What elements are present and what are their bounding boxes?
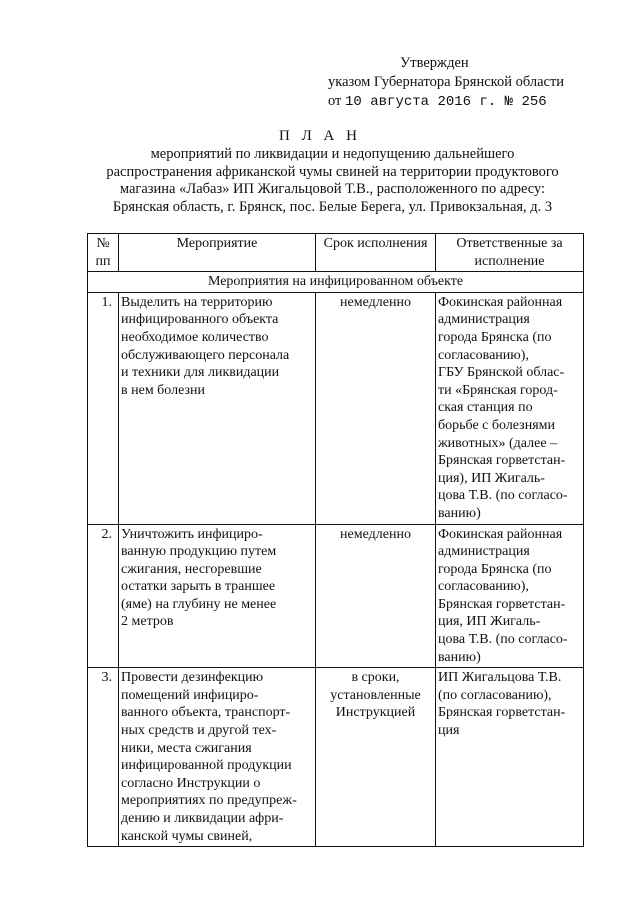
text-line: установленные — [330, 687, 421, 703]
decree-label: указом Губернатора Брянской области — [328, 74, 565, 90]
row-activity — [119, 668, 316, 847]
text-line: 2 метров — [121, 614, 174, 630]
table-row — [88, 524, 584, 668]
text-line: помещений инфициро- — [121, 687, 259, 703]
text-line: и техники для ликвидации — [121, 365, 280, 381]
text-line: в сроки, — [351, 670, 400, 686]
text-line: Фокинская районная — [438, 294, 563, 310]
plan-table — [87, 233, 584, 847]
approved-label: Утвержден — [400, 55, 469, 71]
header-num-line: № — [96, 236, 110, 251]
text-line: Брянская горветстан- — [438, 596, 566, 612]
text-line: ных средств и другой тех- — [121, 723, 277, 739]
text-line: остатки зарыть в траншее — [121, 579, 276, 595]
row-activity — [119, 524, 316, 668]
text-line: ция, ИП Жигаль- — [438, 614, 541, 630]
row-deadline — [316, 668, 436, 847]
text-line: Провести дезинфекцию — [121, 670, 264, 686]
text-line: Брянская горветстан- — [438, 705, 566, 721]
text-line: борьбе с болезнями — [438, 417, 555, 433]
header-deadline: Срок исполнения — [316, 234, 436, 272]
text-line: согласно Инструкции о — [121, 775, 261, 791]
text-line: ванную продукцию путем — [121, 544, 277, 560]
row-num: 3. — [88, 668, 119, 847]
text-line: необходимое количество — [121, 329, 269, 345]
text-line: ванию) — [438, 649, 481, 665]
table-row — [88, 292, 584, 524]
row-activity — [119, 292, 316, 524]
row-deadline — [316, 524, 436, 668]
text-line: дению и ликвидации афри- — [121, 811, 284, 826]
text-line: ники, места сжигания — [121, 740, 252, 756]
header-activity: Мероприятие — [119, 234, 316, 272]
text-line: ГБУ Брянской облас- — [438, 365, 565, 381]
text-line: ти «Брянская город- — [438, 382, 558, 398]
text-line: цова Т.В. (по согласо- — [438, 632, 568, 648]
document-title: П Л А Н — [279, 128, 361, 144]
text-line: Уничтожить инфициро- — [121, 526, 263, 542]
text-line: Инструкцией — [335, 705, 416, 721]
decree-date — [328, 92, 628, 112]
text-line: канской чумы свиней, — [121, 828, 253, 844]
document-subtitle — [60, 146, 605, 216]
section-row — [88, 272, 584, 293]
subtitle-line: распространения африканской чумы свиней на территории продуктового — [106, 163, 559, 180]
text-line: Брянская горветстан- — [438, 453, 566, 469]
row-num: 1. — [88, 292, 119, 524]
table-header-row — [88, 234, 584, 272]
text-line: ция — [438, 723, 460, 739]
text-line: Выделить на территорию — [121, 294, 273, 310]
text-line: инфицированной продукции — [121, 758, 292, 774]
subtitle-line: магазина «Лабаз» ИП Жигальцовой Т.В., расположенного по адресу: — [119, 181, 546, 197]
text-line: животных» (далее – — [438, 435, 558, 451]
approval-block — [328, 54, 628, 112]
date-prefix: от — [328, 93, 342, 109]
text-line: (яме) на глубину не менее — [121, 596, 277, 612]
text-line: инфицированного объекта — [121, 312, 279, 328]
section-title: Мероприятия на инфицированном объекте — [88, 272, 584, 293]
header-responsible — [436, 234, 584, 272]
text-line: немедленно — [340, 526, 411, 542]
text-line: немедленно — [340, 294, 411, 310]
text-line: цова Т.В. (по согласо- — [438, 488, 568, 504]
table-row — [88, 668, 584, 847]
text-line: ванию) — [438, 505, 481, 521]
text-line: города Брянска (по — [438, 561, 552, 577]
row-responsible — [436, 292, 584, 524]
text-line: ванного объекта, транспорт- — [121, 705, 291, 721]
text-line: администрация — [438, 544, 530, 560]
header-num — [88, 234, 119, 272]
row-responsible — [436, 668, 584, 847]
date-text: 10 августа 2016 г. № 256 — [345, 94, 547, 110]
text-line: (по согласованию), — [438, 687, 552, 703]
header-num-line: пп — [95, 253, 111, 269]
header-responsible-line: Ответственные за — [456, 236, 563, 251]
text-line: администрация — [438, 312, 530, 328]
header-responsible-line: исполнение — [474, 253, 545, 269]
row-responsible — [436, 524, 584, 668]
text-line: сжигания, несгоревшие — [121, 561, 262, 577]
text-line: мероприятиях по предупреж- — [121, 793, 297, 809]
text-line: ская станция по — [438, 400, 533, 416]
text-line: города Брянска (по — [438, 329, 552, 345]
text-line: обслуживающего персонала — [121, 347, 290, 363]
text-line: в нем болезни — [121, 382, 205, 398]
text-line: согласованию), — [438, 579, 529, 595]
row-num: 2. — [88, 524, 119, 668]
text-line: ция), ИП Жигаль- — [438, 470, 545, 486]
subtitle-line: мероприятий по ликвидации и недопущению дальнейшего — [150, 146, 515, 162]
subtitle-line: Брянская область, г. Брянск, пос. Белые Берега, ул. Привокзальная, д. 3 — [112, 198, 553, 215]
text-line: ИП Жигальцова Т.В. — [438, 670, 562, 686]
text-line: согласованию), — [438, 347, 529, 363]
row-deadline — [316, 292, 436, 524]
text-line: Фокинская районная — [438, 526, 563, 542]
